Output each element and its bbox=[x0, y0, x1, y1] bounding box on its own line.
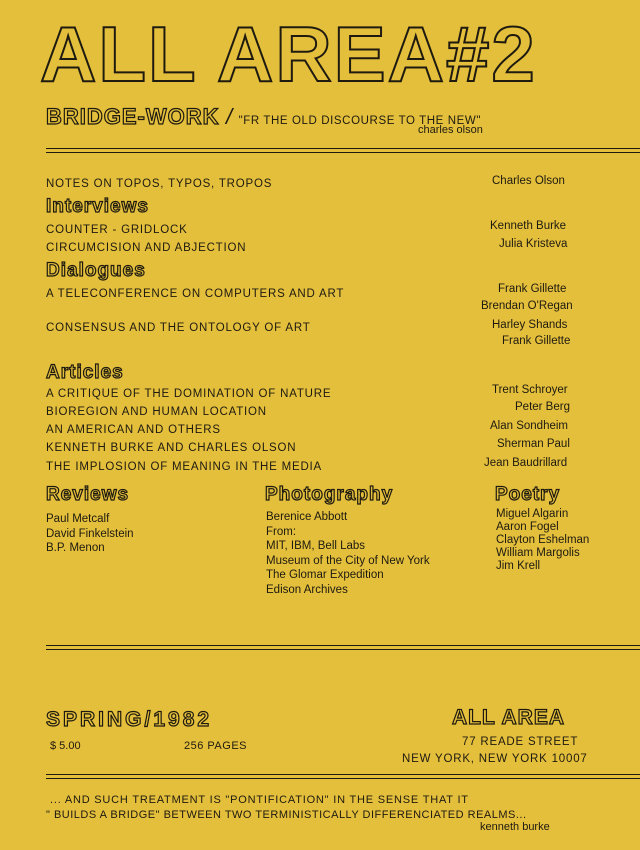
interview-title-1: COUNTER - GRIDLOCK bbox=[46, 224, 188, 236]
publisher-city: NEW YORK, NEW YORK 10007 bbox=[402, 753, 588, 765]
poetry-heading: Poetry bbox=[495, 484, 561, 505]
poetry-name: Miguel Algarin bbox=[496, 508, 569, 520]
issue-pages: 256 PAGES bbox=[184, 740, 247, 752]
middle-rule bbox=[46, 645, 640, 650]
subtitle-attribution: charles olson bbox=[418, 124, 483, 136]
interview-author-2: Julia Kristeva bbox=[499, 238, 568, 250]
dialogue-title-1: A TELECONFERENCE ON COMPUTERS AND ART bbox=[46, 288, 345, 300]
poetry-name: Jim Krell bbox=[496, 560, 541, 572]
issue-price: $ 5.00 bbox=[50, 740, 81, 752]
reviews-heading: Reviews bbox=[46, 484, 130, 505]
dialogues-heading: Dialogues bbox=[46, 260, 146, 281]
photography-heading: Photography bbox=[265, 484, 394, 505]
article-title-1: A CRITIQUE OF THE DOMINATION OF NATURE bbox=[46, 388, 332, 400]
subtitle-row bbox=[46, 104, 481, 130]
photography-line: From: bbox=[266, 525, 297, 538]
poetry-name: Aaron Fogel bbox=[496, 521, 559, 533]
photography-line: The Glomar Expedition bbox=[266, 569, 384, 581]
top-rule bbox=[46, 148, 640, 153]
photography-line: MIT, IBM, Bell Labs bbox=[266, 540, 366, 552]
interviews-heading: Interviews bbox=[46, 196, 149, 217]
article-author-2: Peter Berg bbox=[515, 401, 570, 413]
poetry-name: William Margolis bbox=[496, 547, 580, 559]
dialogue-author-2b: Frank Gillette bbox=[502, 335, 571, 347]
bottom-rule bbox=[46, 774, 640, 779]
article-author-1: Trent Schroyer bbox=[492, 384, 568, 396]
interview-title-2: CIRCUMCISION AND ABJECTION bbox=[46, 242, 247, 254]
toc-notes-author: Charles Olson bbox=[492, 175, 565, 187]
dialogue-author-1a: Frank Gillette bbox=[498, 283, 567, 295]
publisher-name: ALL AREA bbox=[452, 706, 565, 729]
review-name: Paul Metcalf bbox=[46, 513, 110, 525]
subtitle-quote: "FR THE OLD DISCOURSE TO THE NEW" bbox=[238, 115, 482, 127]
poetry-name: Clayton Eshelman bbox=[496, 534, 590, 546]
footer-quote-line-1: ... AND SUCH TREATMENT IS "PONTIFICATION" IN THE SENSE THAT IT bbox=[50, 794, 469, 806]
photography-list bbox=[266, 510, 430, 597]
article-author-3: Alan Sondheim bbox=[490, 420, 568, 432]
masthead-title: ALL AREA#2 bbox=[40, 10, 537, 98]
footer-quote-line-2: " BUILDS A BRIDGE" BETWEEN TWO TERMINISTICALLY DIFFERENCIATED REALMS... bbox=[46, 809, 527, 821]
dialogue-title-2: CONSENSUS AND THE ONTOLOGY OF ART bbox=[46, 322, 311, 334]
review-name: David Finkelstein bbox=[46, 527, 134, 540]
dialogue-author-2a: Harley Shands bbox=[492, 319, 568, 331]
photography-line: Museum of the City of New York bbox=[266, 554, 430, 567]
reviews-list bbox=[46, 512, 134, 556]
footer-quote-attribution: kenneth burke bbox=[480, 821, 550, 833]
photography-line: Berenice Abbott bbox=[266, 511, 348, 523]
interview-author-1: Kenneth Burke bbox=[490, 220, 567, 232]
toc-notes-title: NOTES ON TOPOS, TYPOS, TROPOS bbox=[46, 178, 273, 190]
review-name: B.P. Menon bbox=[46, 542, 105, 554]
issue-season: SPRING/1982 bbox=[46, 708, 213, 731]
publisher-street: 77 READE STREET bbox=[462, 736, 579, 748]
article-author-4: Sherman Paul bbox=[497, 438, 570, 450]
article-title-4: KENNETH BURKE AND CHARLES OLSON bbox=[46, 442, 297, 454]
poetry-list bbox=[496, 508, 589, 573]
articles-heading: Articles bbox=[46, 362, 124, 383]
photography-line: Edison Archives bbox=[266, 583, 348, 596]
subtitle-slash: / bbox=[226, 104, 233, 129]
dialogue-author-1b: Brendan O'Regan bbox=[481, 300, 573, 312]
article-title-2: BIOREGION AND HUMAN LOCATION bbox=[46, 406, 267, 418]
article-author-5: Jean Baudrillard bbox=[484, 457, 568, 469]
subtitle-heading: BRIDGE-WORK bbox=[46, 104, 220, 129]
article-title-5: THE IMPLOSION OF MEANING IN THE MEDIA bbox=[46, 461, 323, 473]
article-title-3: AN AMERICAN AND OTHERS bbox=[46, 424, 221, 436]
